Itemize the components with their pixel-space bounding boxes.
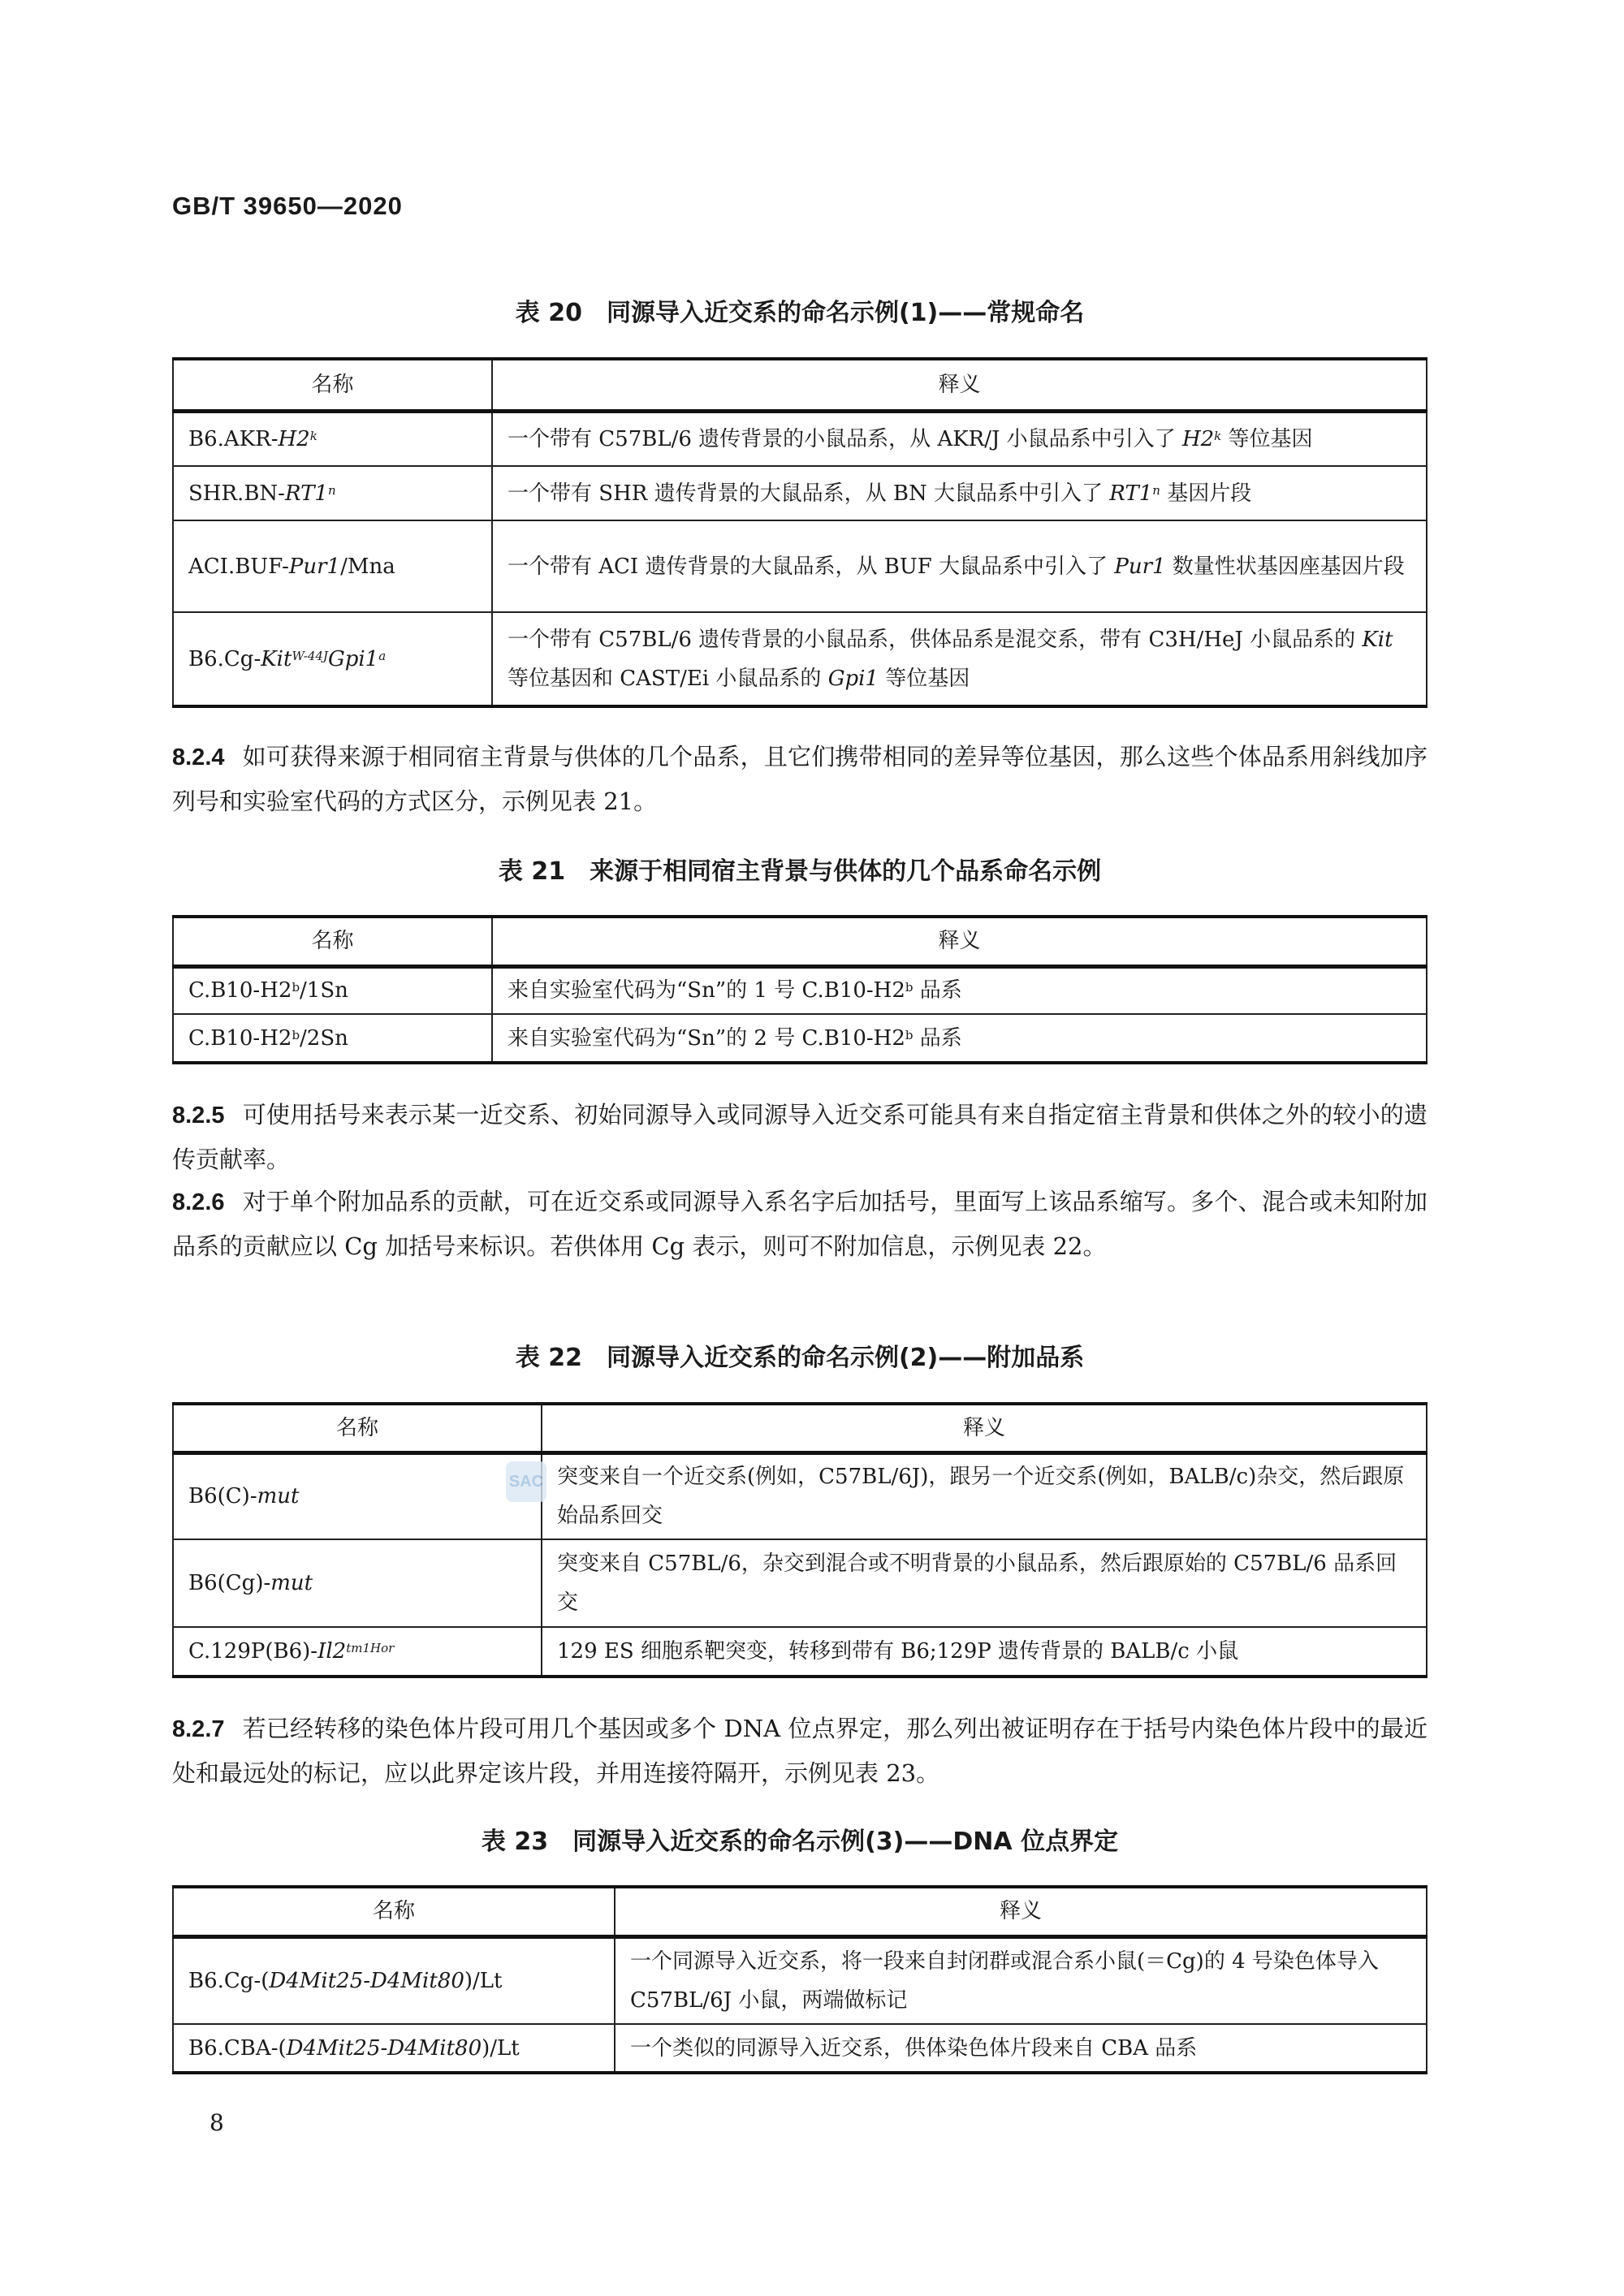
table-21 xyxy=(172,915,1427,1064)
sac-watermark-logo: SAC xyxy=(506,1461,546,1502)
table-23 xyxy=(172,1885,1427,2074)
strain-description: 129 ES 细胞系靶突变，转移到带有 B6;129P 遗传背景的 BALB/c 小鼠 xyxy=(542,1627,1427,1677)
strain-description: 来自实验室代码为“Sn”的 1 号 C.B10-H2$^b$ 品系 xyxy=(492,966,1427,1014)
strain-description: 一个同源导入近交系，将一段来自封闭群或混合系小鼠(＝Cg)的 4 号染色体导入 C57BL/6J 小鼠，两端做标记 xyxy=(615,1936,1427,2024)
column-header-description: 释义 xyxy=(492,359,1427,411)
column-header-name: 名称 xyxy=(173,1887,615,1936)
strain-name: C.B10-H2$^b$/1Sn xyxy=(173,966,492,1014)
strain-description: 一个类似的同源导入近交系，供体染色体片段来自 CBA 品系 xyxy=(615,2024,1427,2073)
clause-8-2-7: 8.2.7 若已经转移的染色体片段可用几个基因或多个 DNA 位点界定，那么列出被证明存在于括号内染色体片段中的最近处和最远处的标记，应以此界定该片段，并用连接符隔开，示例见表 23。 xyxy=(172,1715,1427,1787)
page-number: 8 xyxy=(209,2109,224,2136)
strain-name: C.B10-H2$^b$/2Sn xyxy=(173,1014,492,1063)
column-header-description: 释义 xyxy=(615,1887,1427,1936)
strain-name: B6(Cg)-mut xyxy=(173,1539,542,1627)
clause-8-2-5: 8.2.5 可使用括号来表示某一近交系、初始同源导入或同源导入近交系可能具有来自指定宿主背景和供体之外的较小的遗传贡献率。 xyxy=(172,1101,1427,1173)
clause-8-2-6: 8.2.6 对于单个附加品系的贡献，可在近交系或同源导入系名字后加括号，里面写上该品系缩写。多个、混合或未知附加品系的贡献应以 Cg 加括号来标识。若供体用 Cg 表示，则可不附加信息，示例见表 22。 xyxy=(172,1188,1427,1260)
column-header-name: 名称 xyxy=(173,1404,542,1452)
strain-description: 来自实验室代码为“Sn”的 2 号 C.B10-H2$^b$ 品系 xyxy=(492,1014,1427,1063)
strain-name: B6(C)-mut xyxy=(173,1452,542,1539)
column-header-description: 释义 xyxy=(542,1404,1427,1452)
clause-8-2-4: 8.2.4 如可获得来源于相同宿主背景与供体的几个品系，且它们携带相同的差异等位基因，那么这些个体品系用斜线加序列号和实验室代码的方式区分，示例见表 21。 xyxy=(172,743,1427,815)
strain-description: 一个带有 ACI 遗传背景的大鼠品系，从 BUF 大鼠品系中引入了 Pur1 数量性状基因座基因片段 xyxy=(492,520,1427,612)
table-21-caption: 表 21 来源于相同宿主背景与供体的几个品系命名示例 xyxy=(498,857,1102,886)
table-row xyxy=(173,1936,1427,2024)
strain-name: SHR.BN-RT1$^n$ xyxy=(173,466,492,520)
strain-name: B6.Cg-Kit$^{W-44J}$Gpi1$^a$ xyxy=(173,612,492,706)
table-row xyxy=(173,966,1427,1014)
strain-description: 突变来自 C57BL/6，杂交到混合或不明背景的小鼠品系，然后跟原始的 C57BL/6 品系回交 xyxy=(542,1539,1427,1627)
strain-name: B6.CBA-(D4Mit25-D4Mit80)/Lt xyxy=(173,2024,615,2073)
table-row xyxy=(173,411,1427,466)
strain-description: 一个带有 C57BL/6 遗传背景的小鼠品系，从 AKR/J 小鼠品系中引入了 H2$^k$ 等位基因 xyxy=(492,411,1427,466)
column-header-name: 名称 xyxy=(173,917,492,966)
strain-description: 突变来自一个近交系(例如，C57BL/6J)，跟另一个近交系(例如，BALB/c)杂交，然后跟原始品系回交 xyxy=(542,1452,1427,1539)
strain-name: $C.129P(B6)-Il2^{tm1Hor}$ xyxy=(173,1627,542,1677)
table-row xyxy=(173,1452,1427,1539)
strain-description: 一个带有 C57BL/6 遗传背景的小鼠品系，供体品系是混交系，带有 C3H/HeJ 小鼠品系的 Kit 等位基因和 CAST/Ei 小鼠品系的 Gpi1 等位基因 xyxy=(492,612,1427,706)
document-id: GB/T 39650—2020 xyxy=(172,192,403,220)
table-20-caption: 表 20 同源导入近交系的命名示例(1)——常规命名 xyxy=(515,299,1085,327)
table-row xyxy=(173,612,1427,706)
table-row xyxy=(173,466,1427,520)
table-22 xyxy=(172,1402,1427,1678)
column-header-name: 名称 xyxy=(173,359,492,411)
table-23-caption: 表 23 同源导入近交系的命名示例(3)——DNA 位点界定 xyxy=(481,1828,1119,1856)
column-header-description: 释义 xyxy=(492,917,1427,966)
table-row xyxy=(173,1014,1427,1063)
table-row xyxy=(173,520,1427,612)
table-row xyxy=(173,1539,1427,1627)
table-row xyxy=(173,1627,1427,1677)
strain-name: B6.Cg-(D4Mit25-D4Mit80)/Lt xyxy=(173,1936,615,2024)
strain-description: 一个带有 SHR 遗传背景的大鼠品系，从 BN 大鼠品系中引入了 RT1$^n$ 基因片段 xyxy=(492,466,1427,520)
table-20 xyxy=(172,357,1427,708)
strain-name: ACI.BUF-Pur1/Mna xyxy=(173,520,492,612)
table-22-caption: 表 22 同源导入近交系的命名示例(2)——附加品系 xyxy=(515,1344,1085,1372)
strain-name: B6.AKR-H2$^k$ xyxy=(173,411,492,466)
table-row xyxy=(173,2024,1427,2073)
